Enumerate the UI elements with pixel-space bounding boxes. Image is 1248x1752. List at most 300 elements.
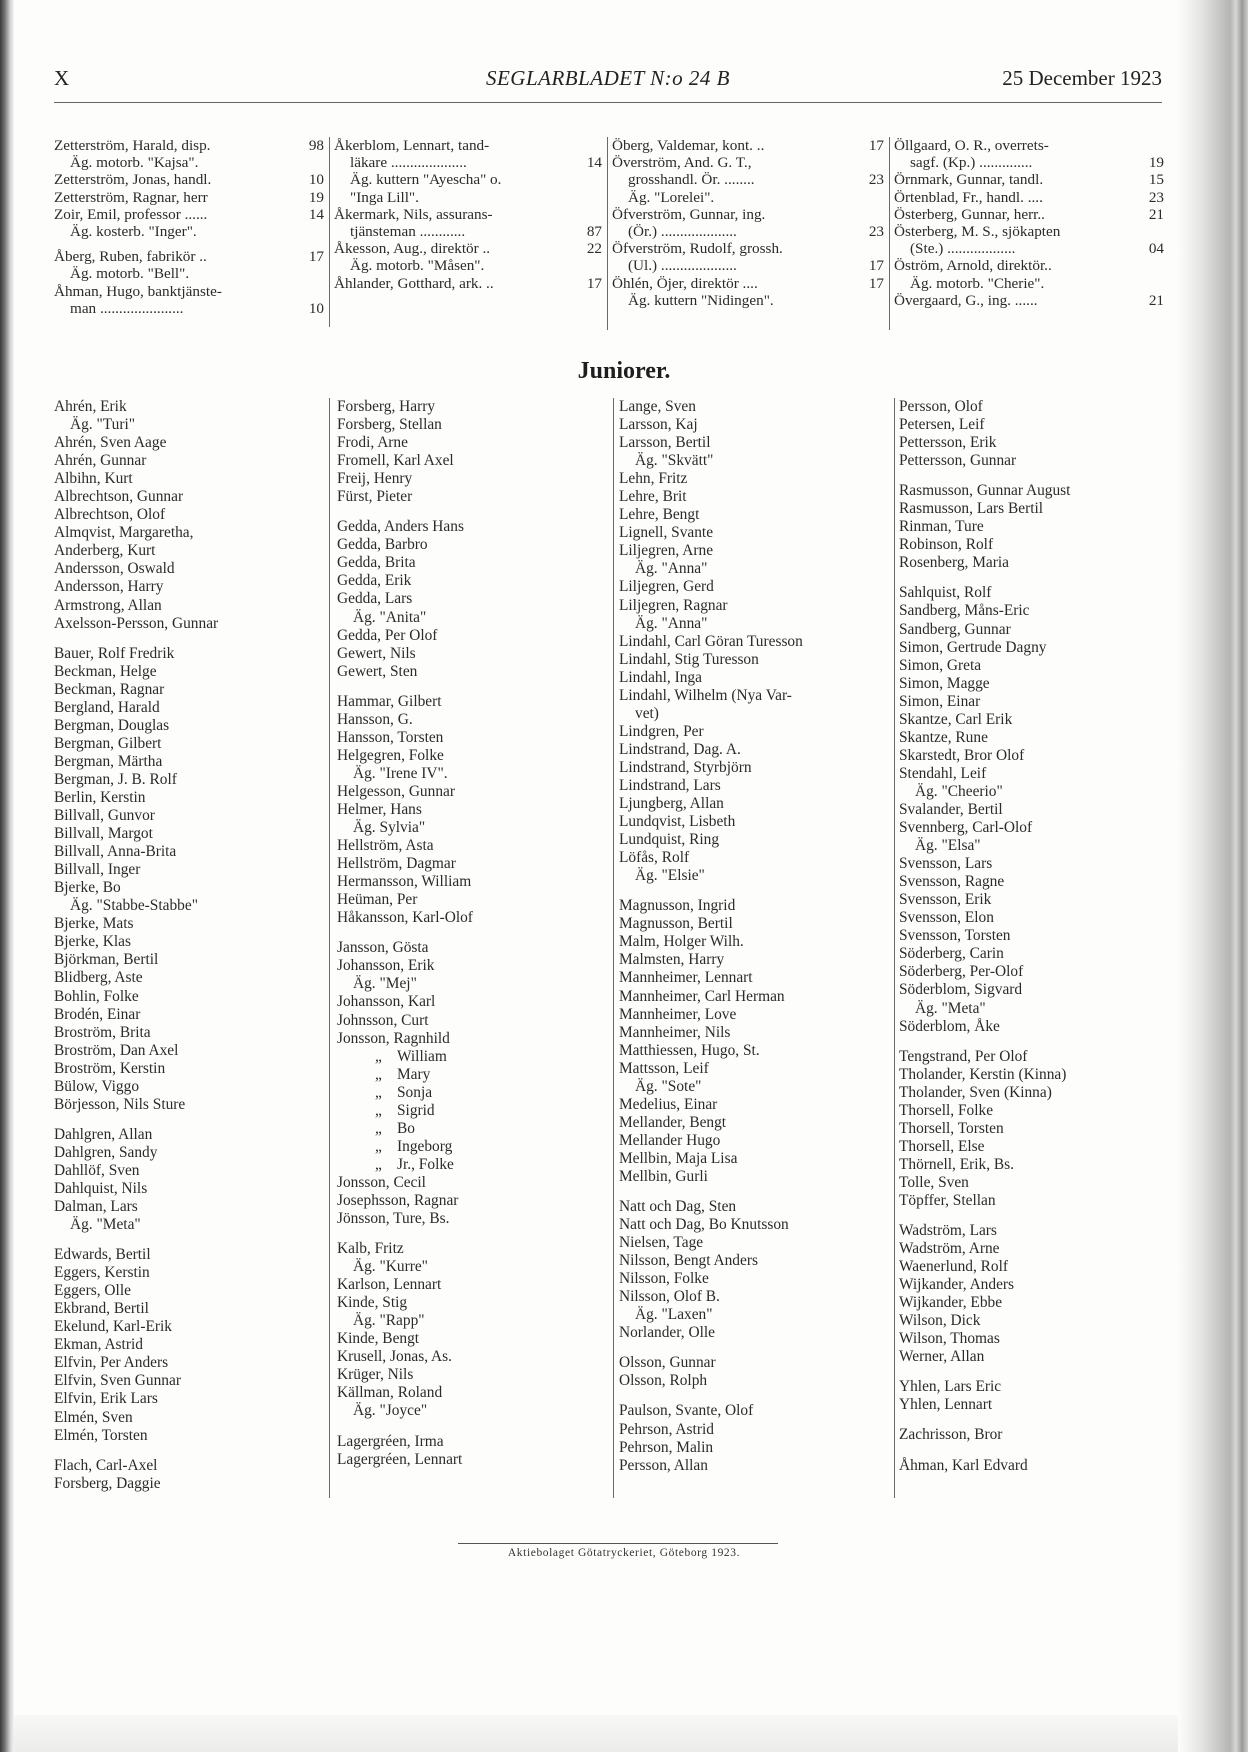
list-item xyxy=(619,542,891,560)
list-item xyxy=(337,416,607,434)
entry-text: Nilsson, Olof B. xyxy=(619,1288,720,1306)
entry-text: Dahlgren, Allan xyxy=(54,1125,153,1143)
list-item xyxy=(54,753,324,771)
list-item-continuation xyxy=(337,1402,607,1420)
entry-text: Werner, Allan xyxy=(899,1348,985,1366)
entry-text: Äg. "Stabbe-Stabbe" xyxy=(70,897,198,915)
entry-text: Bjerke, Mats xyxy=(54,915,134,933)
entry-text: Äg. "Elsa" xyxy=(915,837,981,855)
entry-text: Heüman, Per xyxy=(337,891,418,909)
entry-text: Öberg, Valdemar, kont. .. xyxy=(612,137,765,154)
list-item xyxy=(619,1198,891,1216)
entry-text: Rasmusson, Gunnar August xyxy=(899,482,1071,500)
printer-imprint: Aktiebolaget Götatryckeriet, Göteborg 1923. xyxy=(507,1547,741,1559)
entry-text: Sandberg, Måns-Eric xyxy=(899,602,1030,620)
entry-text: Gedda, Per Olof xyxy=(337,626,438,644)
list-item xyxy=(337,873,607,891)
list-item xyxy=(899,711,1169,729)
entry-text: Zachrisson, Bror xyxy=(899,1426,1003,1444)
entry-text: Thorsell, Torsten xyxy=(899,1119,1004,1137)
entry-text: Lindahl, Wilhelm (Nya Var- xyxy=(619,686,792,704)
entry-text: Brodén, Einar xyxy=(54,1005,141,1023)
entry-text: man ...................... xyxy=(70,299,184,317)
list-item xyxy=(619,777,891,795)
list-item xyxy=(54,861,324,879)
list-item xyxy=(54,663,324,681)
list-item xyxy=(337,1156,607,1174)
column-divider xyxy=(613,398,614,1498)
entry-text: Billvall, Inger xyxy=(54,861,141,879)
list-item-continuation xyxy=(619,560,891,578)
entry-text: Natt och Dag, Sten xyxy=(619,1198,737,1216)
entry-text: Ahrén, Sven Aage xyxy=(54,434,167,452)
entry-text: Mannheimer, Lennart xyxy=(619,969,753,987)
list-item xyxy=(54,1336,324,1354)
list-item xyxy=(337,837,607,855)
entry-text: Äg. motorb. "Cherie". xyxy=(910,274,1045,292)
entry-number: 17 xyxy=(868,257,884,275)
list-item xyxy=(337,572,607,590)
column-divider xyxy=(894,398,895,1498)
entry-text: Mellander Hugo xyxy=(619,1131,721,1149)
entry-text: Liljegren, Ragnar xyxy=(619,596,728,614)
entry-text: Magnusson, Bertil xyxy=(619,915,733,933)
entry-text: Billvall, Margot xyxy=(54,825,153,843)
list-item xyxy=(899,482,1169,500)
list-item xyxy=(899,729,1169,747)
list-item xyxy=(337,729,607,747)
entry-text: Billvall, Anna-Brita xyxy=(54,843,177,861)
list-item xyxy=(54,1409,324,1427)
entry-text: Äg. "Cheerio" xyxy=(915,782,1003,800)
list-item xyxy=(899,518,1169,536)
group-spacer xyxy=(899,470,1169,482)
entry-text: Simon, Magge xyxy=(899,674,990,692)
entry-text: Jonsson, Cecil xyxy=(337,1173,426,1191)
entry-text: Äg. "Irene IV". xyxy=(353,764,448,782)
entry-text: Gedda, Brita xyxy=(337,554,416,572)
list-item xyxy=(334,137,602,154)
entry-text: Jr., Folke xyxy=(397,1155,454,1173)
list-item xyxy=(337,1030,607,1048)
entry-text: Svensson, Elon xyxy=(899,909,994,927)
entry-text: Mellbin, Gurli xyxy=(619,1167,708,1185)
entry-text: Kinde, Stig xyxy=(337,1294,408,1312)
entry-text: Äg. motorb. "Måsen". xyxy=(350,257,485,275)
entry-text: Paulson, Svante, Olof xyxy=(619,1402,754,1420)
entry-text: Thorsell, Else xyxy=(899,1137,985,1155)
list-item-continuation xyxy=(899,783,1169,801)
entry-text: Örtenblad, Fr., handl. .... xyxy=(894,188,1043,206)
entry-text: Åberg, Ruben, fabrikör .. xyxy=(54,248,207,266)
list-item xyxy=(899,1348,1169,1366)
list-item xyxy=(54,578,324,596)
entry-text: Lehn, Fritz xyxy=(619,470,688,488)
entry-text: sagf. (Kp.) .............. xyxy=(910,154,1033,172)
list-item xyxy=(619,1096,891,1114)
group-spacer xyxy=(54,1234,324,1246)
entry-text: Söderblom, Sigvard xyxy=(899,981,1023,999)
list-item xyxy=(337,957,607,975)
entry-text: Åhman, Hugo, banktjänste- xyxy=(54,282,222,300)
list-item xyxy=(54,1144,324,1162)
list-item xyxy=(337,1384,607,1402)
entry-number: 17 xyxy=(868,274,884,292)
list-item xyxy=(337,627,607,645)
list-item-continuation xyxy=(619,1306,891,1324)
ditto-mark: „ xyxy=(375,1065,382,1083)
entry-text: Gedda, Lars xyxy=(337,590,413,608)
entry-text: Stendahl, Leif xyxy=(899,764,987,782)
entry-text: Broström, Kerstin xyxy=(54,1059,166,1077)
list-item xyxy=(54,1354,324,1372)
list-item xyxy=(337,1192,607,1210)
entry-text: Tolle, Sven xyxy=(899,1173,969,1191)
entry-text: Äg. kuttern "Nidingen". xyxy=(628,291,774,309)
entry-text: Ahrén, Gunnar xyxy=(54,452,147,470)
entry-text: Malm, Holger Wilh. xyxy=(619,933,744,951)
list-item xyxy=(54,206,324,223)
entry-number: 10 xyxy=(308,299,324,317)
list-item-continuation xyxy=(612,189,884,206)
entry-text: Natt och Dag, Bo Knutsson xyxy=(619,1216,789,1234)
list-item xyxy=(337,590,607,608)
entry-text: Svensson, Ragne xyxy=(899,873,1005,891)
entry-text: Björkman, Bertil xyxy=(54,951,159,969)
list-item-continuation xyxy=(334,257,602,274)
list-item xyxy=(54,1060,324,1078)
entry-text: Lindstrand, Styrbjörn xyxy=(619,758,752,776)
list-item xyxy=(54,825,324,843)
list-item xyxy=(337,452,607,470)
juniors-column-4 xyxy=(899,398,1169,1475)
list-item-continuation xyxy=(334,223,602,240)
list-item xyxy=(899,1258,1169,1276)
list-item xyxy=(899,1276,1169,1294)
list-item xyxy=(54,248,324,265)
list-item xyxy=(337,1012,607,1030)
entry-text: Johansson, Erik xyxy=(337,957,435,975)
list-item xyxy=(54,434,324,452)
list-item xyxy=(899,1294,1169,1312)
entry-text: Zetterström, Harald, disp. xyxy=(54,137,211,154)
list-item xyxy=(54,560,324,578)
list-item xyxy=(619,1288,891,1306)
entry-text: Lindahl, Carl Göran Turesson xyxy=(619,632,803,650)
group-spacer xyxy=(899,1366,1169,1378)
entry-text: Söderberg, Carin xyxy=(899,945,1004,963)
entry-text: Mattsson, Leif xyxy=(619,1059,709,1077)
entry-text: Tholander, Sven (Kinna) xyxy=(899,1083,1052,1101)
entry-text: Albihn, Kurt xyxy=(54,470,133,488)
entry-text: Öfverström, Gunnar, ing. xyxy=(612,205,766,223)
entry-text: Rinman, Ture xyxy=(899,518,984,536)
list-item xyxy=(899,1084,1169,1102)
entry-text: Hansson, G. xyxy=(337,710,413,728)
list-item xyxy=(337,434,607,452)
entry-text: Dahlgren, Sandy xyxy=(54,1143,158,1161)
list-item xyxy=(337,663,607,681)
entry-text: Gedda, Anders Hans xyxy=(337,518,464,536)
list-item xyxy=(899,602,1169,620)
entry-text: Lindahl, Stig Turesson xyxy=(619,650,759,668)
entry-text: Frodi, Arne xyxy=(337,434,408,452)
group-spacer xyxy=(619,885,891,897)
entry-text: Liljegren, Gerd xyxy=(619,578,714,596)
list-item xyxy=(337,909,607,927)
list-item xyxy=(612,137,884,154)
entry-text: Pettersson, Erik xyxy=(899,434,997,452)
list-item xyxy=(619,470,891,488)
entry-text: Bergman, Gilbert xyxy=(54,734,162,752)
list-item xyxy=(337,1048,607,1066)
entry-text: Dahlquist, Nils xyxy=(54,1179,148,1197)
entry-number: 21 xyxy=(1148,205,1164,223)
list-item xyxy=(619,1024,891,1042)
list-item xyxy=(337,1366,607,1384)
list-item xyxy=(619,831,891,849)
entry-text: Magnusson, Ingrid xyxy=(619,897,736,915)
list-item-continuation xyxy=(337,609,607,627)
entry-text: (Ör.) .................... xyxy=(628,223,737,241)
group-spacer xyxy=(54,1114,324,1126)
list-item xyxy=(894,171,1164,188)
list-item xyxy=(899,1240,1169,1258)
entry-number: 14 xyxy=(308,205,324,223)
list-item xyxy=(899,1378,1169,1396)
list-item xyxy=(54,283,324,300)
list-item-continuation xyxy=(894,240,1164,257)
entry-text: Bergman, Märtha xyxy=(54,752,163,770)
entry-text: Äg. kosterb. "Inger". xyxy=(70,223,197,241)
list-item-continuation xyxy=(337,1258,607,1276)
list-item-continuation xyxy=(54,265,324,282)
list-item xyxy=(54,171,324,188)
entry-text: Åkermark, Nils, assurans- xyxy=(334,205,493,223)
list-item xyxy=(337,693,607,711)
entry-text: Kalb, Fritz xyxy=(337,1240,404,1258)
entry-text: Thörnell, Erik, Bs. xyxy=(899,1155,1014,1173)
list-item-continuation xyxy=(334,189,602,206)
list-item xyxy=(337,747,607,765)
group-spacer xyxy=(899,572,1169,584)
list-item xyxy=(619,1132,891,1150)
scan-binding-shadow-left xyxy=(0,0,14,1752)
entry-text: Bauer, Rolf Fredrik xyxy=(54,644,175,662)
entry-text: "Inga Lill". xyxy=(350,188,419,206)
list-item xyxy=(899,693,1169,711)
entry-number: 04 xyxy=(1148,240,1164,258)
list-item xyxy=(54,189,324,206)
group-spacer xyxy=(899,1210,1169,1222)
entry-text: Pehrson, Astrid xyxy=(619,1420,714,1438)
entry-text: Bo xyxy=(397,1119,415,1137)
entry-text: Armstrong, Allan xyxy=(54,596,162,614)
entry-text: Krüger, Nils xyxy=(337,1366,414,1384)
entry-text: Helmer, Hans xyxy=(337,800,422,818)
list-item xyxy=(54,969,324,987)
entry-text: Liljegren, Arne xyxy=(619,542,714,560)
entry-text: Mannheimer, Carl Herman xyxy=(619,987,785,1005)
entry-text: Elmén, Torsten xyxy=(54,1426,148,1444)
list-item xyxy=(899,873,1169,891)
list-item xyxy=(54,933,324,951)
entry-text: Wijkander, Anders xyxy=(899,1276,1015,1294)
list-item xyxy=(337,1210,607,1228)
list-item xyxy=(899,554,1169,572)
juniors-column-1 xyxy=(54,398,324,1493)
seniors-column-3 xyxy=(612,137,884,309)
entry-text: Thorsell, Folke xyxy=(899,1101,994,1119)
list-item xyxy=(899,747,1169,765)
list-item xyxy=(619,1060,891,1078)
entry-text: Äg. "Rapp" xyxy=(353,1312,425,1330)
list-item xyxy=(54,488,324,506)
list-item xyxy=(619,969,891,987)
list-item xyxy=(337,1330,607,1348)
entry-text: Wadström, Arne xyxy=(899,1240,1000,1258)
entry-number: 10 xyxy=(308,171,324,189)
list-item xyxy=(619,849,891,867)
list-item xyxy=(899,1457,1169,1475)
entry-text: Mary xyxy=(397,1065,431,1083)
entry-text: Hansson, Torsten xyxy=(337,728,444,746)
entry-text: Petersen, Leif xyxy=(899,416,985,434)
list-item xyxy=(899,1048,1169,1066)
entry-text: Äg. "Mej" xyxy=(353,975,417,993)
entry-text: Eggers, Olle xyxy=(54,1282,131,1300)
entry-text: Robinson, Rolf xyxy=(899,536,994,554)
list-item xyxy=(54,542,324,560)
list-item-continuation xyxy=(612,171,884,188)
entry-text: Mellbin, Maja Lisa xyxy=(619,1149,738,1167)
entry-text: Gewert, Nils xyxy=(337,644,416,662)
entry-text: Äg. "Lorelei". xyxy=(628,188,715,206)
list-item-continuation xyxy=(899,1000,1169,1018)
list-item xyxy=(619,741,891,759)
entry-text: Elfvin, Erik Lars xyxy=(54,1390,158,1408)
list-item xyxy=(337,711,607,729)
list-item xyxy=(54,1246,324,1264)
entry-text: Rasmusson, Lars Bertil xyxy=(899,500,1044,518)
list-item xyxy=(54,470,324,488)
group-spacer xyxy=(337,927,607,939)
entry-text: Åhman, Karl Edvard xyxy=(899,1456,1028,1474)
group-spacer xyxy=(337,681,607,693)
entry-text: Almqvist, Margaretha, xyxy=(54,524,194,542)
list-item-continuation xyxy=(54,154,324,171)
list-item xyxy=(899,1426,1169,1444)
list-item xyxy=(899,963,1169,981)
entry-text: Ahrén, Erik xyxy=(54,398,127,415)
list-item xyxy=(619,1252,891,1270)
list-item-continuation xyxy=(619,452,891,470)
list-item xyxy=(619,578,891,596)
entry-text: Äg. motorb. "Kajsa". xyxy=(70,154,199,172)
list-item xyxy=(899,981,1169,999)
list-item xyxy=(899,434,1169,452)
entry-text: Forsberg, Daggie xyxy=(54,1474,161,1492)
list-item xyxy=(54,807,324,825)
list-item xyxy=(619,597,891,615)
entry-text: Matthiessen, Hugo, St. xyxy=(619,1041,760,1059)
list-item xyxy=(899,398,1169,416)
entry-text: Josephsson, Ragnar xyxy=(337,1191,459,1209)
list-item xyxy=(54,1427,324,1445)
list-item xyxy=(899,1066,1169,1084)
list-item xyxy=(619,398,891,416)
entry-text: Lundqvist, Lisbeth xyxy=(619,813,736,831)
list-item xyxy=(337,518,607,536)
juniors-column-2 xyxy=(337,398,607,1469)
entry-text: Äg. kuttern "Ayescha" o. xyxy=(350,171,502,189)
list-item xyxy=(899,927,1169,945)
entry-text: Wilson, Thomas xyxy=(899,1330,1000,1348)
list-item xyxy=(619,988,891,1006)
group-spacer xyxy=(54,1445,324,1457)
list-item xyxy=(54,951,324,969)
entry-text: Nielsen, Tage xyxy=(619,1234,704,1252)
list-item xyxy=(619,434,891,452)
entry-text: Svennberg, Carl-Olof xyxy=(899,819,1033,837)
list-item xyxy=(899,500,1169,518)
list-item xyxy=(619,933,891,951)
entry-text: Skantze, Carl Erik xyxy=(899,710,1013,728)
entry-text: Lange, Sven xyxy=(619,398,696,415)
entry-text: Ekelund, Karl-Erik xyxy=(54,1318,172,1336)
entry-text: Äg. "Elsie" xyxy=(635,867,705,885)
seniors-column-4 xyxy=(894,137,1164,309)
list-item xyxy=(899,621,1169,639)
entry-text: Öllgaard, O. R., overrets- xyxy=(894,137,1049,154)
entry-text: Sigrid xyxy=(397,1101,435,1119)
list-item xyxy=(334,206,602,223)
entry-text: Mannheimer, Love xyxy=(619,1005,737,1023)
group-spacer xyxy=(54,633,324,645)
list-item xyxy=(619,951,891,969)
entry-text: Bülow, Viggo xyxy=(54,1077,140,1095)
list-item xyxy=(619,506,891,524)
list-item xyxy=(337,1348,607,1366)
entry-text: Lindgren, Per xyxy=(619,722,704,740)
ditto-mark: „ xyxy=(375,1083,382,1101)
list-item xyxy=(337,470,607,488)
list-item xyxy=(337,1120,607,1138)
entry-text: Ekman, Astrid xyxy=(54,1336,143,1354)
entry-text: Lundquist, Ring xyxy=(619,831,720,849)
entry-text: Äg. Sylvia" xyxy=(353,819,426,837)
list-item xyxy=(54,1126,324,1144)
group-spacer xyxy=(337,1228,607,1240)
list-item xyxy=(54,789,324,807)
entry-text: Larsson, Kaj xyxy=(619,416,698,434)
entry-text: Åkerblom, Lennart, tand- xyxy=(334,137,490,154)
group-spacer xyxy=(619,1186,891,1198)
list-item xyxy=(612,206,884,223)
list-item xyxy=(337,1066,607,1084)
list-item xyxy=(619,1457,891,1475)
entry-text: Dahllöf, Sven xyxy=(54,1161,140,1179)
page-number: X xyxy=(54,66,70,90)
list-item xyxy=(54,1180,324,1198)
list-item-continuation xyxy=(612,257,884,274)
entry-text: Äg. "Laxen" xyxy=(635,1306,713,1324)
entry-text: Mannheimer, Nils xyxy=(619,1023,731,1041)
entry-text: Medelius, Einar xyxy=(619,1095,718,1113)
entry-text: Örnmark, Gunnar, tandl. xyxy=(894,171,1044,189)
entry-text: Lindahl, Inga xyxy=(619,668,702,686)
list-item xyxy=(337,1276,607,1294)
